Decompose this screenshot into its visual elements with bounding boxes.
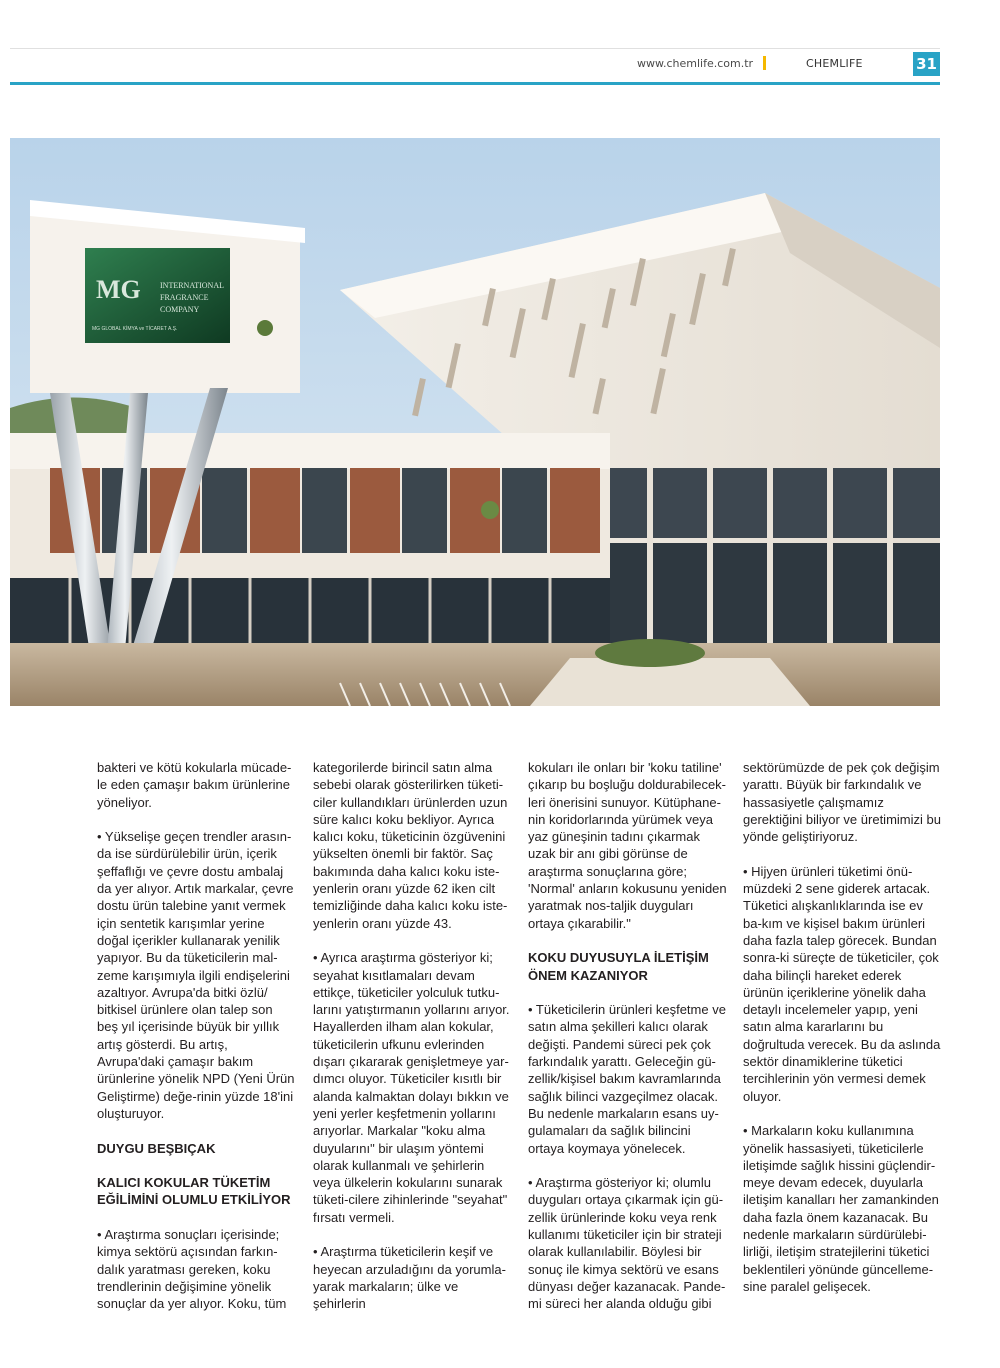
header-rule <box>10 82 940 85</box>
paragraph: • Araştırma sonuçları içerisinde; kimya sektörü açısından farkın-dalık yaratması gereken, koku trendlerinin değişimine yönelik sonuçlar da yer alıyor. Koku, tüm <box>97 1227 287 1312</box>
article-column-1 <box>97 759 297 1330</box>
paragraph: sektörümüzde de pek çok değişim yarattı. Büyük bir farkındalık ve hassasiyetle çalışmamız gerektiğini biliyor ve üretimimizi bu yönde geliştiriyoruz. <box>743 760 941 845</box>
middle-roof <box>10 433 610 469</box>
magazine-brand: CHEMLIFE <box>806 57 863 70</box>
sign-line-2: FRAGRANCE <box>160 293 209 302</box>
paragraph: • Araştırma gösteriyor ki; olumlu duyguları ortaya çıkarmak için gü-zellik ürünlerinde koku veya renk kullanımı tüketiciler için bir strateji olarak kullanılabilir. Böylesi bir sonuç ile kimya sektörü ve esans dünyası değer kazanacak. Pande-mi süreci her alanda olduğu gibi <box>528 1175 726 1312</box>
paragraph: • Hijyen ürünleri tüketimi önü-müzdeki 2 sene giderek artacak. Tüketici alışkanlıklarında ise ev ba-kım ve kişisel bakım ürünleri daha fazla talep görecek. Bundan sonra-ki süreçte de tüketiciler, çok daha bilinçli hareket ederek ürünün içeriklerine yönelik daha detaylı incelemeler yapıp, yeni satın alma kararlarını bu doğrultuda verecek. Bu da aslında sektör dinamiklerine tüketici tercihlerinin yön vermesi demek oluyor. <box>743 863 941 1104</box>
paragraph: • Tüketicilerin ürünleri keşfetme ve satın alma şekilleri kalıcı olarak değişti. Pandemi süreci pek çok farkındalık yarattı. Geleceğin gü-zellik/kişisel bakım kavramlarında sağlık bilinci vazgeçilmez olacak. Bu nedenle markaların esans uy-gulamaları da sağlık bilincini ortaya koymaya yönelecek. <box>528 1002 726 1156</box>
paragraph: kategorilerde birincil satın alma sebebi olarak gösterilirken tüketi-ciler kullandıkları ürünlerden uzun süre kalıcı koku bekliyor. Ayrıca kalıcı koku, tüketicinin özgüvenini yükselten önemli bir faktör. Saç bakımında daha kalıcı koku iste-yenlerin oranı yüzde 62 iken cilt temizliğinde daha kalıcı koku iste-yenlerin oranı yüzde 43. <box>313 760 508 931</box>
author-name: DUYGU BEŞBIÇAK <box>97 1140 216 1156</box>
article-column-4 <box>743 759 943 1313</box>
paragraph: • Yükselişe geçen trendler arasın-da ise sürdürülebilir ürün, içerik şeffaflığı ve çevre dostu ambalaj da yer alıyor. Artık markalar, çevre dostu ürün talebine yanıt vermek için sentetik karışımlar yerine doğal içerikler kullanarak yenilik yapıyor. Bu da tüketicilerin mal-zeme karışımıyla ilgili endişelerini azaltıyor. Avrupa'da bitki özlü/ bitkisel ürünlere olan talep son beş yıl içerisinde büyük bir yıllık artış gösterdi. Bu artış, Avrupa'daki çamaşır bakım ürünlerine yönelik NPD (Yeni Ürün Geliştirme) değe-rinin yüzde 18'ini oluşturuyor. <box>97 829 295 1121</box>
page-number: 31 <box>913 52 940 76</box>
paragraph: bakteri ve kötü kokularla mücade-le eden çamaşır bakım ürünlerine yöneliyor. <box>97 760 292 810</box>
building-photo <box>10 138 940 706</box>
header-separator <box>763 56 766 70</box>
sign-subtext: MG GLOBAL KİMYA ve TİCARET A.Ş. <box>92 326 178 332</box>
sign-line-3: COMPANY <box>160 305 200 314</box>
paragraph: kokuları ile onları bir 'koku tatiline' çıkarıp bu boşluğu doldurabilecek-leri önerisini sunuyor. Kütüphane-nin koridorlarında yürümek veya yaz güneşinin tadını çıkarmak uzak bir anı gibi görünse de araştırma sonuçlarına göre; 'Normal' anların kokusunu yeniden yaratmak nos-taljik duyguları ortaya çıkarabilir." <box>528 760 727 931</box>
header-top-rule <box>10 48 940 49</box>
section-heading: KALICI KOKULAR TÜKETİM EĞİLİMİNİ OLUMLU ETKİLİYOR <box>97 1175 291 1208</box>
paragraph: • Markaların koku kullanımına yönelik hassasiyeti, tüketicilerle iletişimde sağlık hissini güçlendir-meye devam edecek, duyularla iletişim kanalları her zamankinden daha fazla önem kazanacak. Bu nedenle markaların sürdürülebi-lirliği, iletişim stratejilerini tüketici beklentileri yönünde güncelleme-sine paralel gelişecek. <box>743 1123 939 1294</box>
article-column-3 <box>528 759 728 1330</box>
terrace-tree <box>481 501 499 519</box>
article-column-2 <box>313 759 513 1330</box>
section-heading: KOKU DUYUSUYLA İLETİŞİM ÖNEM KAZANIYOR <box>528 950 709 983</box>
sign-logo: MG <box>96 275 141 304</box>
paragraph: • Ayrıca araştırma gösteriyor ki; seyahat kısıtlamaları devam ettikçe, tüketiciler yolculuk tutku-larını yatıştırmanın yollarını arıyor. Hayallerden ilham alan kokular, tüketicilerin ufkunu evlerinden dışarı çıkararak genişletmeye yar-dımcı oluyor. Tüketiciler kısıtlı bir alanda kalmaktan dolayı bıkkın ve yeni yerler keşfetmenin yollarını arıyorlar. Markalar "koku alma duyularını" bir ulaşım yöntemi olarak kullanmalı ve şehirlerin veya ülkelerin kokularını sunarak tüketi-cilere zihinlerinde "seyahat" fırsatı vermeli. <box>313 950 510 1225</box>
planters <box>595 639 705 667</box>
paragraph: • Araştırma tüketicilerin keşif ve heyecan arzuladığını da yorumla-yarak markaların; ülke ve şehirlerin <box>313 1244 506 1312</box>
sign-line-1: INTERNATIONAL <box>160 281 224 290</box>
rooftop-tree <box>257 320 273 336</box>
website-url[interactable]: www.chemlife.com.tr <box>637 57 754 70</box>
